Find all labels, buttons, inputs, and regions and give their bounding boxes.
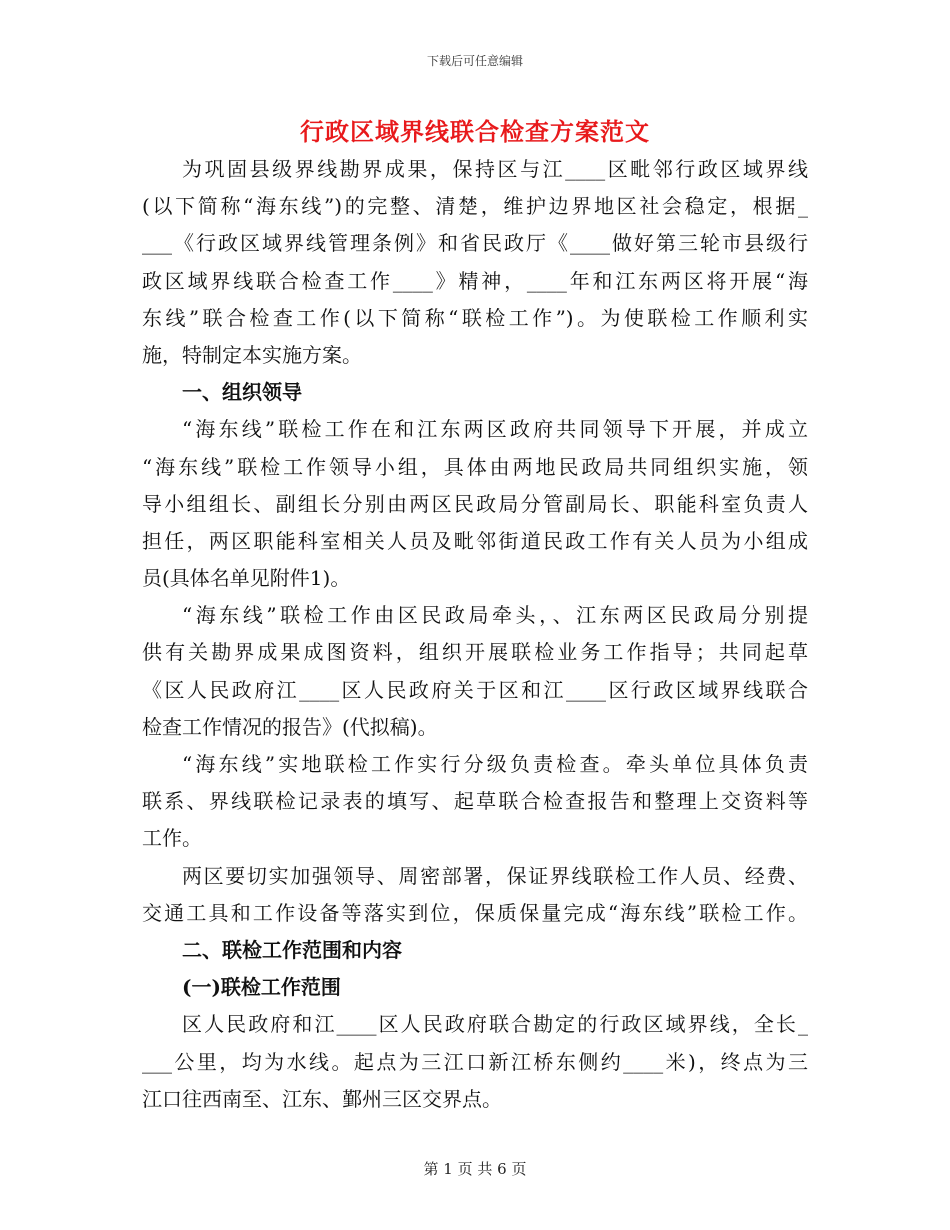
text-line: “海东线”联检工作由区民政局牵头，、江东两区民政局分别提 (182, 603, 808, 628)
text-line: 导小组组长、副组长分别由两区民政局分管副局长、职能科室负责人 (142, 491, 808, 516)
text-line: “海东线”联检工作领导小组，具体由两地民政局共同组织实施，领 (142, 454, 808, 479)
paragraph-scope (142, 1006, 808, 1118)
text-line: 两区要切实加强领导、周密部署，保证界线联检工作人员、经费、 (182, 863, 808, 888)
text-line: 员(具体名单见附件1)。 (142, 566, 351, 591)
text-line: ___《行政区域界线管理条例》和省民政厅《____做好第三轮市县级行 (142, 231, 808, 256)
paragraph-leadership (142, 411, 808, 597)
section-heading-organization: 一、组织领导 (182, 380, 302, 405)
paragraph-field-inspection (142, 746, 808, 858)
document-title: 行政区域界线联合检查方案范文 (300, 117, 650, 146)
text-line: 检查工作情况的报告》(代拟稿)。 (142, 714, 438, 739)
paragraph-support (142, 858, 808, 932)
text-line: 交通工具和工作设备等落实到位，保质保量完成“海东线”联检工作。 (142, 900, 808, 925)
text-line: 为巩固县级界线勘界成果，保持区与江____区毗邻行政区域界线 (182, 157, 808, 181)
section-heading-scope: 二、联检工作范围和内容 (182, 937, 402, 962)
text-line: 施，特制定本实施方案。 (142, 342, 362, 367)
text-line: 东线”联合检查工作(以下简称“联检工作”)。为使联检工作顺利实 (142, 305, 808, 330)
page-footer: 第 1 页 共 6 页 (423, 1160, 527, 1178)
text-line: “海东线”实地联检工作实行分级负责检查。牵头单位具体负责 (182, 752, 808, 776)
document-body (142, 151, 808, 1118)
text-line: “海东线”联检工作在和江东两区政府共同领导下开展，并成立 (182, 417, 808, 442)
text-line: 担任，两区职能科室相关人员及毗邻街道民政工作有关人员为小组成 (142, 528, 808, 553)
text-line: 区人民政府和江____区人民政府联合勘定的行政区域界线，全长_ (182, 1012, 808, 1037)
paragraph-intro (142, 151, 808, 374)
text-line: 工作。 (142, 826, 202, 851)
subsection-heading-scope: (一)联检工作范围 (182, 975, 341, 1000)
text-line: 《区人民政府江____区人民政府关于区和江____区行政区域界线联合 (142, 677, 808, 702)
text-line: 联系、界线联检记录表的填写、起草联合检查报告和整理上交资料等 (142, 789, 808, 814)
header-note: 下载后可任意编辑 (426, 54, 523, 68)
text-line: 政区域界线联合检查工作____》精神，____年和江东两区将开展“海 (142, 268, 808, 293)
paragraph-lead-unit (142, 597, 808, 746)
text-line: (以下简称“海东线”)的完整、清楚，维护边界地区社会稳定，根据_ (142, 194, 808, 219)
text-line: 江口往西南至、江东、鄞州三区交界点。 (142, 1086, 502, 1111)
text-line: 供有关勘界成果成图资料，组织开展联检业务工作指导；共同起草 (142, 640, 808, 665)
text-line: ___公里，均为水线。起点为三江口新江桥东侧约____米)，终点为三 (142, 1049, 808, 1074)
